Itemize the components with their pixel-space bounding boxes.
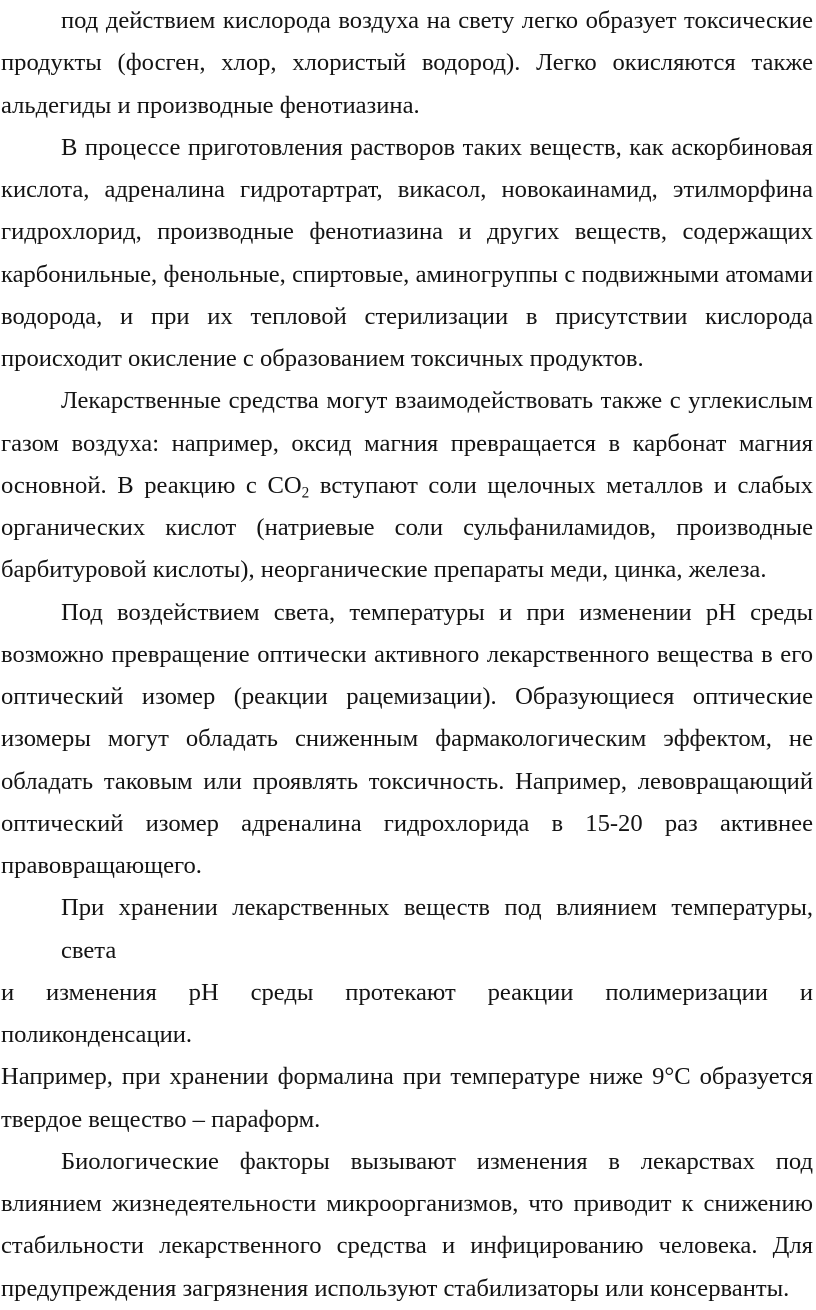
text-segment: вступают соли щелочных металлов и слабых: [309, 471, 813, 499]
text-line: твердое вещество – параформ.: [1, 1105, 321, 1133]
text-line: гидрохлорид, производные фенотиазина и других веществ, содержащих: [1, 218, 813, 246]
text-line: В процессе приготовления растворов таких веществ, как аскорбиновая: [61, 133, 813, 161]
paragraph-oxidation-products: [1, 0, 813, 127]
text-line: и изменения pH среды протекают реакции полимеризации и поликонденсации.: [1, 978, 813, 1048]
text-line: Например, при хранении формалина при температуре ниже 9°C образуется: [1, 1063, 813, 1091]
text-line: влиянием жизнедеятельности микроорганизмов, что приводит к снижению: [1, 1190, 813, 1217]
text-line: Лекарственные средства могут взаимодействовать также с углекислым: [61, 387, 813, 415]
text-line: предупреждения загрязнения используют стабилизаторы или консерванты.: [1, 1274, 790, 1302]
text-line: газом воздуха: например, оксид магния превращается в карбонат магния: [1, 429, 813, 457]
text-line: барбитуровой кислоты), неорганические препараты меди, цинка, железа.: [1, 556, 767, 584]
text-line: альдегиды и производные фенотиазина.: [1, 91, 420, 119]
paragraph-racemization: [1, 592, 813, 888]
paragraph-carbon-dioxide: [1, 380, 813, 591]
text-line: оптический изомер (реакции рацемизации). Образующиеся оптические: [1, 683, 813, 710]
text-line: правовращающего.: [1, 852, 202, 879]
text-segment: основной. В реакцию с CO: [1, 471, 302, 499]
text-line: органических кислот (натриевые соли сульфаниламидов, производные: [1, 514, 813, 541]
text-line: обладать таковым или проявлять токсичность. Например, левовращающий: [1, 767, 813, 795]
paragraph-biological-factors: [1, 1141, 813, 1310]
paragraph-polymerization: [1, 887, 813, 1141]
text-line: продукты (фосген, хлор, хлористый водород). Легко окисляются также: [1, 49, 813, 77]
text-line: происходит окисление с образованием токсичных продуктов.: [1, 345, 644, 372]
text-line: изомеры могут обладать сниженным фармакологическим эффектом, не: [1, 725, 813, 753]
paragraph-solution-preparation: [1, 127, 813, 381]
text-line: оптический изомер адреналина гидрохлорида в 15-20 раз активнее: [1, 809, 813, 837]
text-line: водорода, и при их тепловой стерилизации в присутствии кислорода: [1, 302, 813, 330]
text-line: При хранении лекарственных веществ под влиянием температуры, света: [61, 894, 813, 964]
text-line: Биологические факторы вызывают изменения в лекарствах под: [61, 1147, 813, 1175]
text-line: стабильности лекарственного средства и инфицированию человека. Для: [1, 1232, 813, 1260]
text-line: кислота, адреналина гидротартрат, викасол, новокаинамид, этилморфина: [1, 176, 813, 203]
subscript: 2: [301, 484, 310, 502]
text-line: под действием кислорода воздуха на свету легко образует токсические: [61, 7, 813, 34]
text-line: карбонильные, фенольные, спиртовые, аминогруппы с подвижными атомами: [1, 260, 813, 288]
text-line: Под воздействием света, температуры и при изменении pH среды: [61, 598, 813, 626]
text-line-with-formula: [1, 465, 813, 507]
text-line: возможно превращение оптически активного лекарственного вещества в его: [1, 640, 813, 668]
